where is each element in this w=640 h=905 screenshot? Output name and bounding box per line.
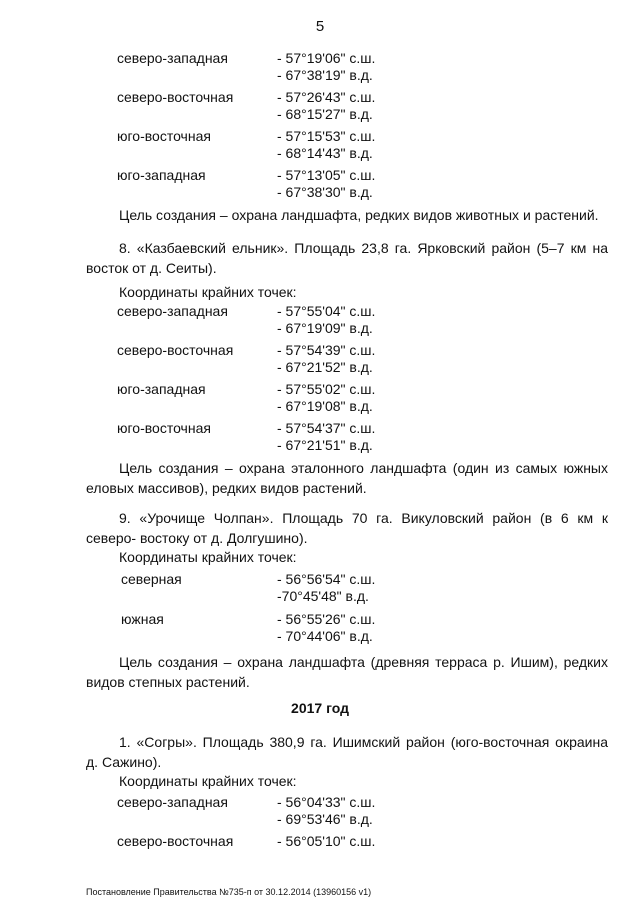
longitude-value: - 70°44'06" в.д. (277, 628, 373, 644)
longitude-value: - 67°38'30" в.д. (277, 184, 373, 200)
direction-label: северо-западная (117, 794, 228, 810)
direction-label: юго-восточная (117, 420, 211, 436)
direction-label: северо-восточная (117, 89, 234, 105)
document-footer: Постановление Правительства №735-п от 30.12.2014 (13960156 v1) (86, 887, 372, 897)
coordinates-label: Координаты крайних точек: (119, 549, 297, 565)
longitude-value: - 67°21'51" в.д. (277, 437, 373, 453)
direction-label: северо-восточная (117, 833, 234, 849)
latitude-value: - 57°15'53" с.ш. (277, 128, 376, 144)
direction-label: юго-восточная (117, 128, 211, 144)
item-heading: 1. «Согры». Площадь 380,9 га. Ишимский район (юго-восточная окраина д. Сажино). (86, 734, 608, 770)
coordinates-label: Координаты крайних точек: (119, 773, 297, 789)
latitude-value: - 57°55'02" с.ш. (277, 381, 376, 397)
latitude-value: - 57°54'39" с.ш. (277, 342, 376, 358)
direction-label: юго-западная (117, 167, 206, 183)
coordinates-label: Координаты крайних точек: (119, 284, 297, 300)
latitude-value: - 56°55'26" с.ш. (277, 611, 376, 627)
latitude-value: - 57°19'06" с.ш. (277, 50, 376, 66)
direction-label: северная (121, 571, 182, 587)
purpose-paragraph: Цель создания – охрана ландшафта (древняя терраса р. Ишим), редких видов степных растений. (86, 654, 608, 690)
direction-label: северо-западная (117, 50, 228, 66)
page-number: 5 (315, 18, 325, 35)
longitude-value: - 68°14'43" в.д. (277, 145, 373, 161)
latitude-value: - 56°56'54" с.ш. (277, 571, 376, 587)
direction-label: северо-западная (117, 303, 228, 319)
latitude-value: - 57°26'43" с.ш. (277, 89, 376, 105)
item-heading: 8. «Казбаевский ельник». Площадь 23,8 га. Ярковский район (5–7 км на восток от д. Сеиты). (86, 240, 608, 276)
year-heading: 2017 год (291, 700, 349, 716)
latitude-value: - 57°55'04" с.ш. (277, 303, 376, 319)
direction-label: северо-восточная (117, 342, 234, 358)
longitude-value: - 67°19'08" в.д. (277, 398, 373, 414)
direction-label: южная (121, 611, 164, 627)
longitude-value: - 68°15'27" в.д. (277, 106, 373, 122)
longitude-value: - 69°53'46" в.д. (277, 811, 373, 827)
longitude-value: - 67°21'52" в.д. (277, 359, 373, 375)
longitude-value: - 67°38'19" в.д. (277, 67, 373, 83)
direction-label: юго-западная (117, 381, 206, 397)
purpose-paragraph: Цель создания – охрана ландшафта, редких видов животных и растений. (119, 207, 599, 223)
longitude-value: -70°45'48" в.д. (277, 588, 369, 604)
latitude-value: - 56°05'10" с.ш. (277, 833, 376, 849)
latitude-value: - 56°04'33" с.ш. (277, 794, 376, 810)
item-heading: 9. «Урочище Чолпан». Площадь 70 га. Викуловский район (в 6 км к северо- востоку от д. Долгушино). (86, 510, 608, 546)
purpose-paragraph: Цель создания – охрана эталонного ландшафта (один из самых южных еловых массивов), редких видов растений. (86, 460, 608, 496)
latitude-value: - 57°13'05" с.ш. (277, 167, 376, 183)
longitude-value: - 67°19'09" в.д. (277, 320, 373, 336)
latitude-value: - 57°54'37" с.ш. (277, 420, 376, 436)
